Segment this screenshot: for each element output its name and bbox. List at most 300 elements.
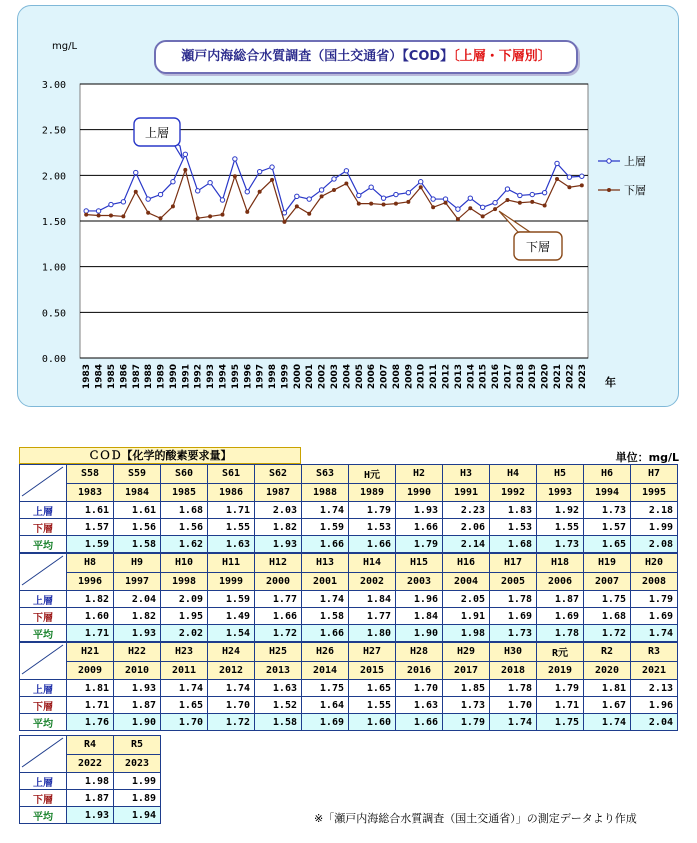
data-point-lower [555, 177, 559, 181]
x-tick-label: 1986 [119, 364, 130, 390]
data-point-lower [505, 198, 509, 202]
era-header: H23 [161, 643, 208, 662]
year-header: 1990 [396, 483, 443, 502]
value-cell-upper: 1.74 [161, 680, 208, 697]
value-cell-avg: 1.71 [67, 625, 114, 642]
value-cell-upper: 1.74 [208, 680, 255, 697]
era-header: H11 [208, 554, 255, 573]
data-point-lower [543, 203, 547, 207]
x-tick-label: 2005 [354, 364, 365, 390]
data-point-upper [406, 190, 410, 194]
value-cell-avg: 2.04 [631, 714, 678, 731]
x-tick-label: 1995 [230, 364, 241, 390]
value-cell-lower: 1.55 [208, 519, 255, 536]
y-axis-unit: mg/L [52, 41, 78, 52]
data-point-lower [344, 182, 348, 186]
era-header: H21 [67, 643, 114, 662]
era-header: H22 [114, 643, 161, 662]
value-cell-lower: 1.99 [631, 519, 678, 536]
year-header: 1992 [490, 483, 537, 502]
row-label-avg: 平均 [20, 536, 67, 553]
row-label-avg: 平均 [20, 625, 67, 642]
value-cell-lower: 1.63 [396, 697, 443, 714]
year-header: 2020 [584, 661, 631, 680]
value-cell-avg: 1.93 [255, 536, 302, 553]
year-header: 2023 [114, 754, 161, 773]
value-cell-upper: 1.81 [584, 680, 631, 697]
value-cell-upper: 1.70 [396, 680, 443, 697]
year-header: 2001 [302, 572, 349, 591]
x-tick-label: 2023 [577, 364, 588, 390]
value-cell-upper: 2.13 [631, 680, 678, 697]
data-point-upper [134, 170, 138, 174]
data-table-block [19, 464, 678, 553]
era-header: H13 [302, 554, 349, 573]
value-cell-lower: 1.87 [67, 790, 114, 807]
data-point-upper [183, 152, 187, 156]
year-header: 1986 [208, 483, 255, 502]
value-cell-lower: 1.65 [161, 697, 208, 714]
value-cell-upper: 1.78 [490, 680, 537, 697]
value-cell-lower: 1.53 [349, 519, 396, 536]
year-header: 2010 [114, 661, 161, 680]
data-point-lower [282, 220, 286, 224]
value-cell-upper: 1.93 [396, 502, 443, 519]
era-header: R2 [584, 643, 631, 662]
value-cell-upper: 1.82 [67, 591, 114, 608]
value-cell-lower: 1.56 [114, 519, 161, 536]
x-tick-label: 1988 [144, 364, 155, 390]
y-tick-label: 1.50 [41, 217, 66, 228]
x-tick-label: 1993 [206, 364, 217, 390]
data-point-upper [555, 161, 559, 165]
x-tick-label: 2013 [453, 364, 464, 390]
value-cell-avg: 2.14 [443, 536, 490, 553]
value-cell-avg: 1.76 [67, 714, 114, 731]
era-header: S62 [255, 465, 302, 484]
value-cell-lower: 1.89 [114, 790, 161, 807]
value-cell-avg: 1.58 [255, 714, 302, 731]
value-cell-upper: 1.83 [490, 502, 537, 519]
corner-diagonal [20, 643, 65, 676]
year-header: 2017 [443, 661, 490, 680]
era-header: R3 [631, 643, 678, 662]
data-point-upper [295, 194, 299, 198]
data-point-lower [567, 185, 571, 189]
data-point-upper [530, 192, 534, 196]
data-point-upper [369, 185, 373, 189]
corner-cell [20, 465, 67, 502]
value-cell-avg: 1.90 [396, 625, 443, 642]
data-point-lower [196, 216, 200, 220]
data-point-lower [493, 207, 497, 211]
value-cell-avg: 1.66 [302, 536, 349, 553]
data-point-lower [233, 174, 237, 178]
data-point-upper [468, 196, 472, 200]
data-point-upper [158, 192, 162, 196]
value-cell-avg: 1.70 [161, 714, 208, 731]
value-cell-lower: 1.57 [67, 519, 114, 536]
x-tick-label: 2001 [305, 364, 316, 390]
value-cell-upper: 2.09 [161, 591, 208, 608]
data-point-lower [134, 190, 138, 194]
data-point-upper [319, 188, 323, 192]
row-label-lower: 下層 [20, 790, 67, 807]
x-tick-label: 1990 [168, 364, 179, 390]
x-tick-label: 1987 [131, 364, 142, 390]
era-header: S63 [302, 465, 349, 484]
value-cell-avg: 1.68 [490, 536, 537, 553]
value-cell-lower: 1.58 [302, 608, 349, 625]
value-cell-upper: 1.59 [208, 591, 255, 608]
value-cell-avg: 1.93 [114, 625, 161, 642]
x-tick-label: 1983 [82, 364, 93, 390]
y-tick-label: 2.50 [41, 125, 66, 137]
x-tick-label: 1998 [268, 364, 279, 390]
value-cell-lower: 1.64 [302, 697, 349, 714]
corner-cell [20, 554, 67, 591]
data-table-block [19, 553, 678, 642]
data-point-lower [245, 210, 249, 214]
year-header: 2006 [537, 572, 584, 591]
x-tick-label: 2016 [491, 364, 502, 390]
row-label-upper: 上層 [20, 591, 67, 608]
data-point-lower [171, 204, 175, 208]
data-point-lower [320, 194, 324, 198]
value-cell-upper: 1.79 [537, 680, 584, 697]
value-cell-upper: 1.61 [67, 502, 114, 519]
era-header: H17 [490, 554, 537, 573]
value-cell-upper: 1.73 [584, 502, 631, 519]
chart-panel [17, 5, 679, 407]
data-point-upper [220, 198, 224, 202]
value-cell-avg: 1.72 [208, 714, 255, 731]
value-cell-lower: 1.82 [114, 608, 161, 625]
data-point-upper [84, 209, 88, 213]
value-cell-lower: 1.71 [67, 697, 114, 714]
corner-diagonal [20, 554, 65, 587]
value-cell-lower: 1.96 [631, 697, 678, 714]
year-header: 1991 [443, 483, 490, 502]
value-cell-avg: 2.02 [161, 625, 208, 642]
era-header: H9 [114, 554, 161, 573]
era-header: H30 [490, 643, 537, 662]
value-cell-upper: 1.78 [490, 591, 537, 608]
era-header: S61 [208, 465, 255, 484]
data-point-upper [332, 177, 336, 181]
x-axis-unit: 年 [605, 376, 616, 389]
callout-upper-label: 上層 [144, 126, 170, 140]
data-point-upper [270, 165, 274, 169]
value-cell-lower: 1.67 [584, 697, 631, 714]
value-cell-lower: 1.73 [443, 697, 490, 714]
x-tick-label: 2009 [404, 364, 415, 390]
data-point-lower [295, 204, 299, 208]
data-point-lower [258, 190, 262, 194]
chart-title [154, 40, 578, 74]
data-point-lower [159, 216, 163, 220]
legend-label-lower: 下層 [624, 184, 646, 197]
data-point-upper [196, 189, 200, 193]
year-header: 1984 [114, 483, 161, 502]
data-point-upper [567, 175, 571, 179]
era-header: H24 [208, 643, 255, 662]
value-cell-lower: 1.95 [161, 608, 208, 625]
value-cell-upper: 1.74 [302, 502, 349, 519]
value-cell-upper: 1.77 [255, 591, 302, 608]
value-cell-avg: 1.93 [67, 807, 114, 824]
year-header: 1993 [537, 483, 584, 502]
value-cell-lower: 1.87 [114, 697, 161, 714]
data-point-lower [208, 214, 212, 218]
row-label-upper: 上層 [20, 502, 67, 519]
x-tick-label: 2018 [515, 363, 526, 390]
value-cell-lower: 1.55 [349, 697, 396, 714]
data-point-lower [183, 168, 187, 172]
x-tick-label: 1994 [218, 364, 229, 390]
x-tick-label: 2017 [503, 363, 514, 390]
data-table-block [19, 642, 678, 731]
data-point-upper [542, 190, 546, 194]
y-tick-label: 0.00 [41, 354, 66, 365]
value-cell-lower: 1.69 [631, 608, 678, 625]
data-point-lower [270, 178, 274, 182]
x-tick-label: 1991 [181, 364, 192, 390]
year-header: 2012 [208, 661, 255, 680]
data-point-upper [493, 201, 497, 205]
year-header: 1995 [631, 483, 678, 502]
data-point-lower [431, 205, 435, 209]
data-point-upper [109, 202, 113, 206]
value-cell-upper: 1.87 [537, 591, 584, 608]
data-point-upper [357, 193, 361, 197]
year-header: 1988 [302, 483, 349, 502]
value-cell-lower: 1.60 [67, 608, 114, 625]
year-header: 1996 [67, 572, 114, 591]
y-tick-label: 1.00 [41, 262, 66, 274]
era-header: H12 [255, 554, 302, 573]
data-point-upper [456, 207, 460, 211]
value-cell-avg: 1.94 [114, 807, 161, 824]
value-cell-avg: 1.79 [443, 714, 490, 731]
x-tick-label: 2006 [367, 364, 378, 390]
value-cell-upper: 1.75 [302, 680, 349, 697]
value-cell-upper: 1.92 [537, 502, 584, 519]
data-point-lower [332, 188, 336, 192]
value-cell-lower: 1.66 [396, 519, 443, 536]
value-cell-avg: 1.75 [537, 714, 584, 731]
value-cell-avg: 1.74 [490, 714, 537, 731]
year-header: 1998 [161, 572, 208, 591]
data-point-upper [381, 196, 385, 200]
value-cell-lower: 1.53 [490, 519, 537, 536]
era-header: S59 [114, 465, 161, 484]
era-header: R4 [67, 736, 114, 755]
row-label-upper: 上層 [20, 773, 67, 790]
value-cell-upper: 1.61 [114, 502, 161, 519]
data-point-lower [444, 201, 448, 205]
data-point-lower [146, 211, 150, 215]
row-label-lower: 下層 [20, 608, 67, 625]
data-point-lower [406, 200, 410, 204]
value-cell-upper: 1.96 [396, 591, 443, 608]
year-header: 1994 [584, 483, 631, 502]
value-cell-lower: 1.82 [255, 519, 302, 536]
value-cell-lower: 1.68 [584, 608, 631, 625]
value-cell-upper: 2.23 [443, 502, 490, 519]
value-cell-upper: 1.84 [349, 591, 396, 608]
x-tick-label: 2002 [317, 364, 328, 390]
data-point-lower [307, 212, 311, 216]
x-tick-label: 1984 [94, 364, 105, 390]
x-tick-label: 2020 [540, 364, 551, 390]
value-cell-avg: 1.78 [537, 625, 584, 642]
year-header: 2019 [537, 661, 584, 680]
chart-title-main: 瀬戸内海総合水質調査（国土交通省）【COD】 [181, 49, 454, 64]
era-header: H5 [537, 465, 584, 484]
x-tick-label: 2007 [379, 364, 390, 390]
row-label-upper: 上層 [20, 680, 67, 697]
value-cell-avg: 1.74 [584, 714, 631, 731]
value-cell-upper: 1.65 [349, 680, 396, 697]
year-header: 2000 [255, 572, 302, 591]
value-cell-lower: 1.71 [537, 697, 584, 714]
x-tick-label: 1996 [243, 364, 254, 390]
data-point-lower [580, 183, 584, 187]
era-header: H28 [396, 643, 443, 662]
era-header: H4 [490, 465, 537, 484]
data-point-lower [456, 217, 460, 221]
value-cell-lower: 1.84 [396, 608, 443, 625]
data-point-upper [480, 205, 484, 209]
data-point-upper [344, 169, 348, 173]
corner-diagonal [20, 465, 65, 498]
year-header: 1989 [349, 483, 396, 502]
x-tick-label: 2019 [528, 364, 539, 390]
era-header: H14 [349, 554, 396, 573]
value-cell-lower: 1.55 [537, 519, 584, 536]
year-header: 2007 [584, 572, 631, 591]
x-tick-label: 1992 [193, 364, 204, 390]
year-header: 1999 [208, 572, 255, 591]
value-cell-lower: 1.59 [302, 519, 349, 536]
value-cell-lower: 1.91 [443, 608, 490, 625]
year-header: 2011 [161, 661, 208, 680]
value-cell-lower: 1.52 [255, 697, 302, 714]
data-point-upper [245, 190, 249, 194]
value-cell-avg: 2.08 [631, 536, 678, 553]
year-header: 1985 [161, 483, 208, 502]
data-point-lower [468, 206, 472, 210]
era-header: H10 [161, 554, 208, 573]
data-point-upper [146, 197, 150, 201]
era-header: H19 [584, 554, 631, 573]
data-point-upper [171, 180, 175, 184]
legend-marker-upper [607, 159, 611, 163]
year-header: 1997 [114, 572, 161, 591]
x-tick-label: 2011 [429, 364, 440, 390]
x-tick-label: 2022 [565, 364, 576, 390]
corner-cell [20, 736, 67, 773]
value-cell-lower: 1.57 [584, 519, 631, 536]
value-cell-avg: 1.72 [584, 625, 631, 642]
value-cell-upper: 1.98 [67, 773, 114, 790]
legend-marker-lower [607, 188, 611, 192]
data-point-upper [233, 157, 237, 161]
x-tick-label: 2021 [553, 364, 564, 390]
x-tick-label: 2015 [478, 364, 489, 390]
y-tick-label: 0.50 [41, 308, 66, 320]
value-cell-avg: 1.66 [302, 625, 349, 642]
era-header: H2 [396, 465, 443, 484]
x-tick-label: 1997 [255, 364, 266, 390]
data-point-lower [84, 213, 88, 217]
y-tick-label: 3.00 [41, 80, 66, 91]
corner-diagonal [20, 736, 65, 769]
era-header: H7 [631, 465, 678, 484]
year-header: 2008 [631, 572, 678, 591]
x-tick-label: 1989 [156, 364, 167, 390]
value-cell-lower: 1.70 [490, 697, 537, 714]
data-table-block [19, 735, 161, 824]
era-header: H3 [443, 465, 490, 484]
value-cell-avg: 1.69 [302, 714, 349, 731]
data-point-lower [97, 214, 101, 218]
value-cell-upper: 1.81 [67, 680, 114, 697]
x-tick-label: 2008 [391, 364, 402, 390]
year-header: 2009 [67, 661, 114, 680]
value-cell-avg: 1.54 [208, 625, 255, 642]
data-point-lower [419, 185, 423, 189]
era-header: H6 [584, 465, 631, 484]
year-header: 2016 [396, 661, 443, 680]
year-header: 2021 [631, 661, 678, 680]
value-cell-lower: 1.69 [537, 608, 584, 625]
year-header: 1983 [67, 483, 114, 502]
row-label-lower: 下層 [20, 697, 67, 714]
data-point-upper [419, 180, 423, 184]
data-point-upper [282, 211, 286, 215]
value-cell-avg: 1.79 [396, 536, 443, 553]
value-cell-upper: 1.85 [443, 680, 490, 697]
era-header: H25 [255, 643, 302, 662]
row-label-lower: 下層 [20, 519, 67, 536]
value-cell-avg: 1.98 [443, 625, 490, 642]
value-cell-upper: 1.74 [302, 591, 349, 608]
x-tick-label: 2003 [330, 364, 340, 390]
year-header: 2003 [396, 572, 443, 591]
year-header: 2018 [490, 661, 537, 680]
value-cell-avg: 1.73 [537, 536, 584, 553]
value-cell-lower: 1.69 [490, 608, 537, 625]
data-point-upper [518, 193, 522, 197]
data-point-lower [357, 202, 361, 206]
value-cell-upper: 1.79 [631, 591, 678, 608]
source-note: ※「瀬戸内海総合水質調査（国土交通省）」の測定データより作成 [314, 812, 637, 825]
data-point-lower [518, 201, 522, 205]
value-cell-avg: 1.59 [67, 536, 114, 553]
value-cell-avg: 1.73 [490, 625, 537, 642]
x-tick-label: 2004 [342, 364, 353, 390]
row-label-avg: 平均 [20, 807, 67, 824]
data-point-upper [580, 174, 584, 178]
data-point-upper [394, 192, 398, 196]
year-header: 2014 [302, 661, 349, 680]
value-cell-avg: 1.80 [349, 625, 396, 642]
era-header: H16 [443, 554, 490, 573]
legend-label-upper: 上層 [624, 155, 646, 168]
data-point-upper [307, 197, 311, 201]
